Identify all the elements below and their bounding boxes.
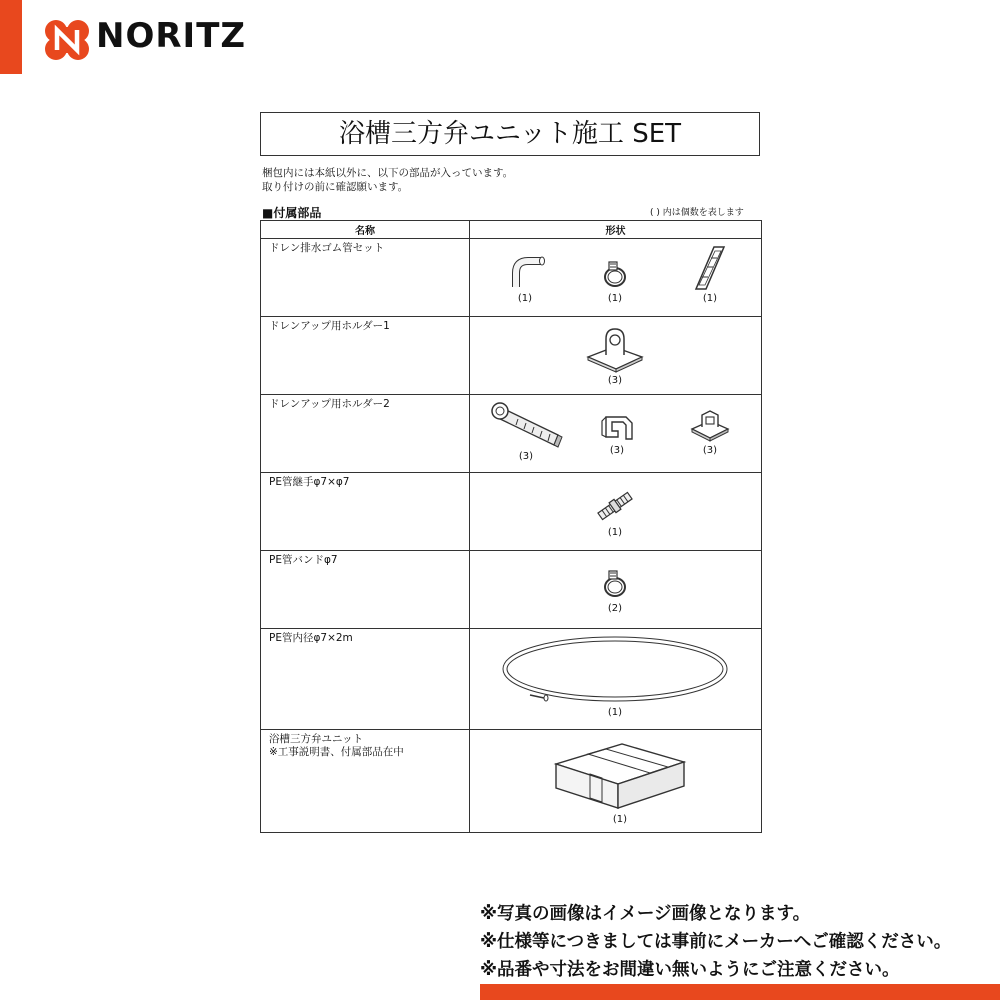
table-row (261, 551, 762, 629)
part-count: (1) (607, 707, 623, 718)
pe-tube-coil-icon (500, 635, 730, 705)
pe-band-icon (600, 567, 630, 601)
part-count: (3) (518, 451, 534, 462)
pe-joint-icon (595, 487, 635, 525)
part-name-sub: ※工事説明書、付属部品在中 (269, 746, 404, 758)
part-shape (470, 551, 762, 629)
part-count: (3) (609, 445, 625, 456)
part-name: PE管バンドφ7 (261, 551, 470, 629)
part-shape (470, 239, 762, 317)
table-row (261, 473, 762, 551)
accent-bar-left (0, 0, 22, 74)
part-count: (2) (607, 603, 623, 614)
part-shape (470, 629, 762, 730)
intro-line-2: 取り付けの前に確認願います。 (262, 181, 409, 193)
holder-bar-icon (488, 399, 564, 449)
hose-clamp-icon (600, 259, 630, 291)
part-name: ドレンアップ用ホルダー1 (261, 317, 470, 395)
square-clip-icon (689, 407, 731, 443)
section-label: ■付属部品 (262, 206, 322, 220)
part-name-main: 浴槽三方弁ユニット (269, 733, 364, 745)
valve-unit-box-icon (550, 736, 690, 812)
part-count: (3) (607, 375, 623, 386)
table-row (261, 730, 762, 833)
note-line: ※仕様等につきましては事前にメーカーへご確認ください。 (480, 932, 952, 952)
disclaimer-notes (480, 900, 951, 984)
part-count: (1) (612, 814, 628, 825)
part-count: (3) (702, 445, 718, 456)
intro-text (262, 166, 513, 194)
table-header-row (261, 221, 762, 239)
drain-hose-icon (502, 251, 548, 291)
table-row (261, 395, 762, 473)
parts-table (260, 220, 762, 833)
part-name: PE管継手φ7×φ7 (261, 473, 470, 551)
count-note: ( ) 内は個数を表します (650, 208, 744, 218)
intro-line-1: 梱包内には本紙以外に、以下の部品が入っています。 (262, 167, 514, 179)
table-row (261, 239, 762, 317)
table-row (261, 317, 762, 395)
part-name: ドレンアップ用ホルダー2 (261, 395, 470, 473)
part-count: (1) (517, 293, 533, 304)
header-name: 名称 (261, 221, 470, 239)
part-count: (1) (702, 293, 718, 304)
page-title: 浴槽三方弁ユニット施工 SET (260, 112, 760, 156)
part-shape (470, 395, 762, 473)
table-row (261, 629, 762, 730)
holder-clip-icon (584, 325, 646, 373)
part-name: ドレン排水ゴム管セット (261, 239, 470, 317)
note-line: ※写真の画像はイメージ画像となります。 (480, 904, 811, 924)
u-clip-icon (598, 409, 636, 443)
header-shape: 形状 (470, 221, 762, 239)
part-shape (470, 730, 762, 833)
accent-bar-bottom (480, 984, 1000, 1000)
part-shape (470, 473, 762, 551)
part-count: (1) (607, 293, 623, 304)
part-shape (470, 317, 762, 395)
filter-strip-icon (694, 245, 726, 291)
part-name: PE管内径φ7×2m (261, 629, 470, 730)
part-count: (1) (607, 527, 623, 538)
note-line: ※品番や寸法をお間違い無いようにご注意ください。 (480, 960, 900, 980)
brand-name: NORITZ (96, 16, 247, 56)
part-name (261, 730, 470, 833)
